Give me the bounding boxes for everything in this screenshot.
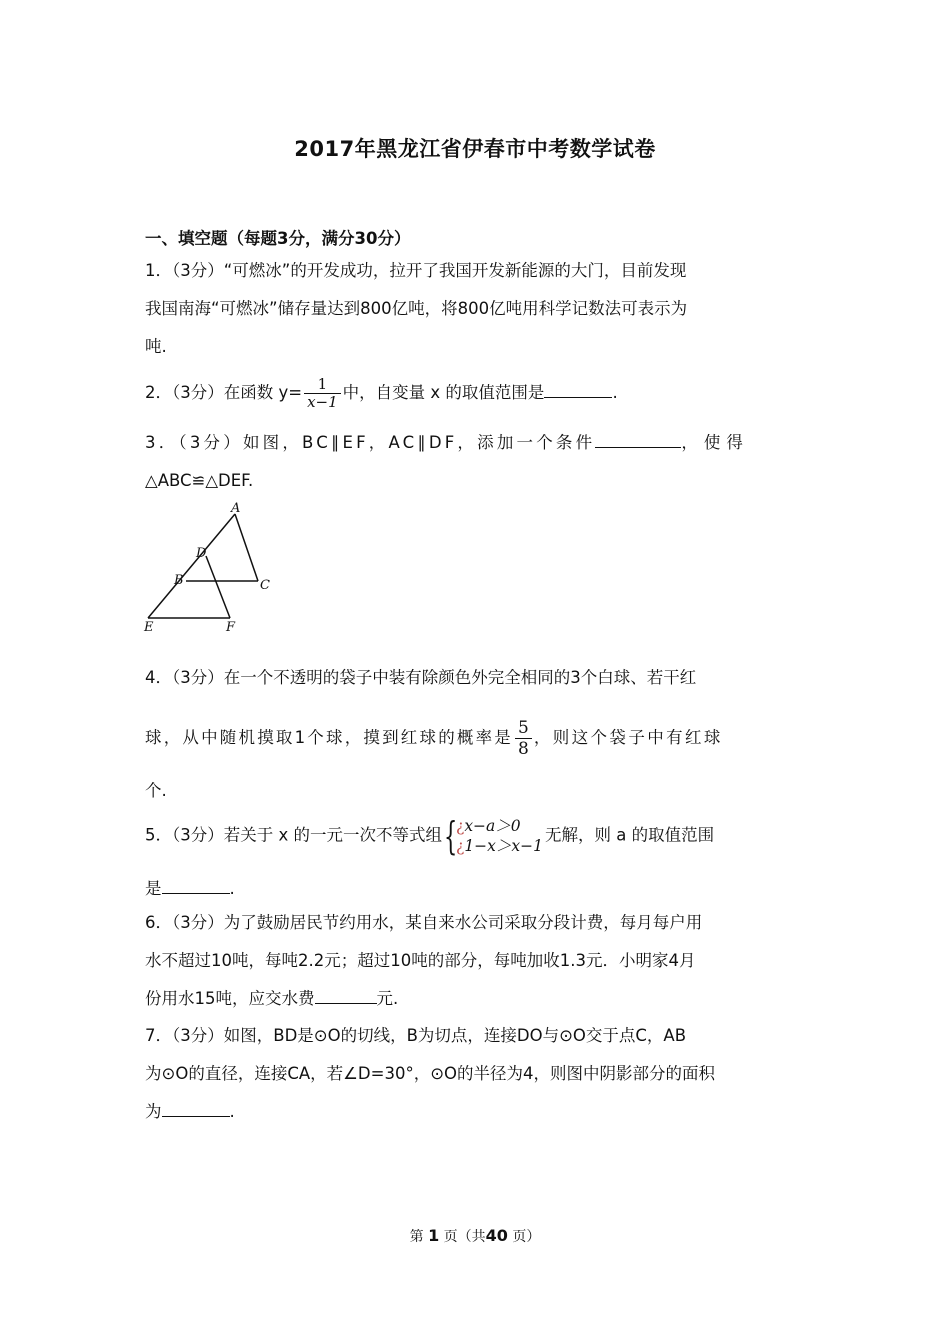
question-4-line-1: 4．（3分）在一个不透明的袋子中装有除颜色外完全相同的3个白球、若干红	[145, 668, 697, 687]
left-brace-icon: {	[444, 814, 458, 858]
question-2-prefix: 2．（3分）在函数 y=	[145, 383, 303, 402]
question-5-line-1	[145, 816, 807, 856]
question-4-continued	[145, 718, 807, 759]
line-EA	[148, 514, 235, 618]
total-pages: 40	[485, 1226, 508, 1245]
label-B: B	[174, 573, 184, 588]
question-1-line-3: 吨.	[145, 337, 167, 356]
answer-blank[interactable]	[544, 379, 612, 398]
question-5-prefix: 5．（3分）若关于 x 的一元一次不等式组	[145, 825, 442, 845]
question-1	[145, 252, 807, 366]
line-DF	[206, 556, 230, 618]
question-4-line-3: 个.	[145, 781, 167, 800]
question-7-line-3: 为 .	[145, 1093, 807, 1131]
question-6-line-3: 份用水15吨，应交水费 元.	[145, 980, 807, 1018]
label-C: C	[260, 578, 270, 593]
inequality-1: ¿x−a＞0	[456, 817, 521, 835]
question-5-end	[145, 870, 807, 908]
question-5-line-2: 是 .	[145, 870, 807, 908]
section-heading: 一、填空题（每题3分，满分30分）	[145, 229, 411, 248]
question-2-line	[145, 374, 807, 412]
answer-blank[interactable]	[162, 875, 230, 894]
answer-blank[interactable]	[162, 1098, 230, 1117]
page-number: 1	[428, 1226, 440, 1245]
page-footer: 第 1 页（共40 页）	[409, 1226, 541, 1245]
inequality-2: ¿1−x＞x−1	[456, 837, 543, 855]
question-7-line-1: 7．（3分）如图，BD是⊙O的切线，B为切点，连接DO与⊙O交于点C，AB	[145, 1026, 687, 1045]
inequality-system	[444, 816, 543, 856]
question-2-end: .	[612, 383, 618, 402]
question-2	[145, 374, 807, 412]
question-1-line-1: 1．（3分）“可燃冰”的开发成功，拉开了我国开发新能源的大门，目前发现	[145, 261, 687, 280]
label-D: D	[196, 546, 207, 561]
question-7-line-2: 为⊙O的直径，连接CA，若∠D=30°，⊙O的半径为4，则图中阴影部分的面积	[145, 1064, 715, 1083]
question-4-text-a: 球，从中随机摸取1个球，摸到红球的概率是	[145, 728, 513, 747]
label-A: A	[231, 501, 241, 516]
question-2-fraction	[304, 376, 341, 411]
question-4-line-2	[145, 718, 807, 759]
question-3-text-a: 3．（3分）如图，BC∥EF，AC∥DF，添加一个条件	[145, 433, 596, 452]
question-6-line-2: 水不超过10吨，每吨2.2元；超过10吨的部分，每吨加收1.3元．小明家4月	[145, 951, 696, 970]
line-AC	[235, 514, 258, 581]
question-2-suffix: 中，自变量 x 的取值范围是	[342, 383, 545, 402]
question-3-line-2: △ABC≌△DEF.	[145, 471, 254, 490]
question-5	[145, 816, 807, 856]
fraction-denominator: 8	[518, 739, 529, 759]
question-4-end	[145, 772, 807, 810]
question-1-line-2: 我国南海“可燃冰”储存量达到800亿吨，将800亿吨用科学记数法可表示为	[145, 299, 688, 318]
question-4-text-b: ，则这个袋子中有红球	[533, 728, 723, 747]
answer-blank[interactable]	[315, 985, 377, 1004]
question-7	[145, 1017, 807, 1131]
question-3	[145, 424, 807, 500]
page-title: 2017年黑龙江省伊春市中考数学试卷	[294, 137, 656, 161]
label-E: E	[144, 620, 154, 635]
triangle-figure	[140, 500, 280, 640]
question-3-text-b: ，使得	[681, 433, 749, 452]
question-6-line-1: 6．（3分）为了鼓励居民节约用水，某自来水公司采取分段计费，每月每户用	[145, 913, 703, 932]
question-4-fraction	[515, 718, 532, 759]
question-6	[145, 904, 807, 1018]
question-4	[145, 659, 807, 697]
fraction-numerator: 1	[304, 376, 341, 394]
fraction-numerator: 5	[515, 718, 532, 739]
question-5-suffix: 无解，则 a 的取值范围	[545, 825, 715, 845]
fraction-denominator: x−1	[307, 393, 338, 411]
label-F: F	[226, 620, 236, 635]
question-3-line-1	[145, 424, 807, 462]
answer-blank[interactable]	[595, 429, 681, 448]
